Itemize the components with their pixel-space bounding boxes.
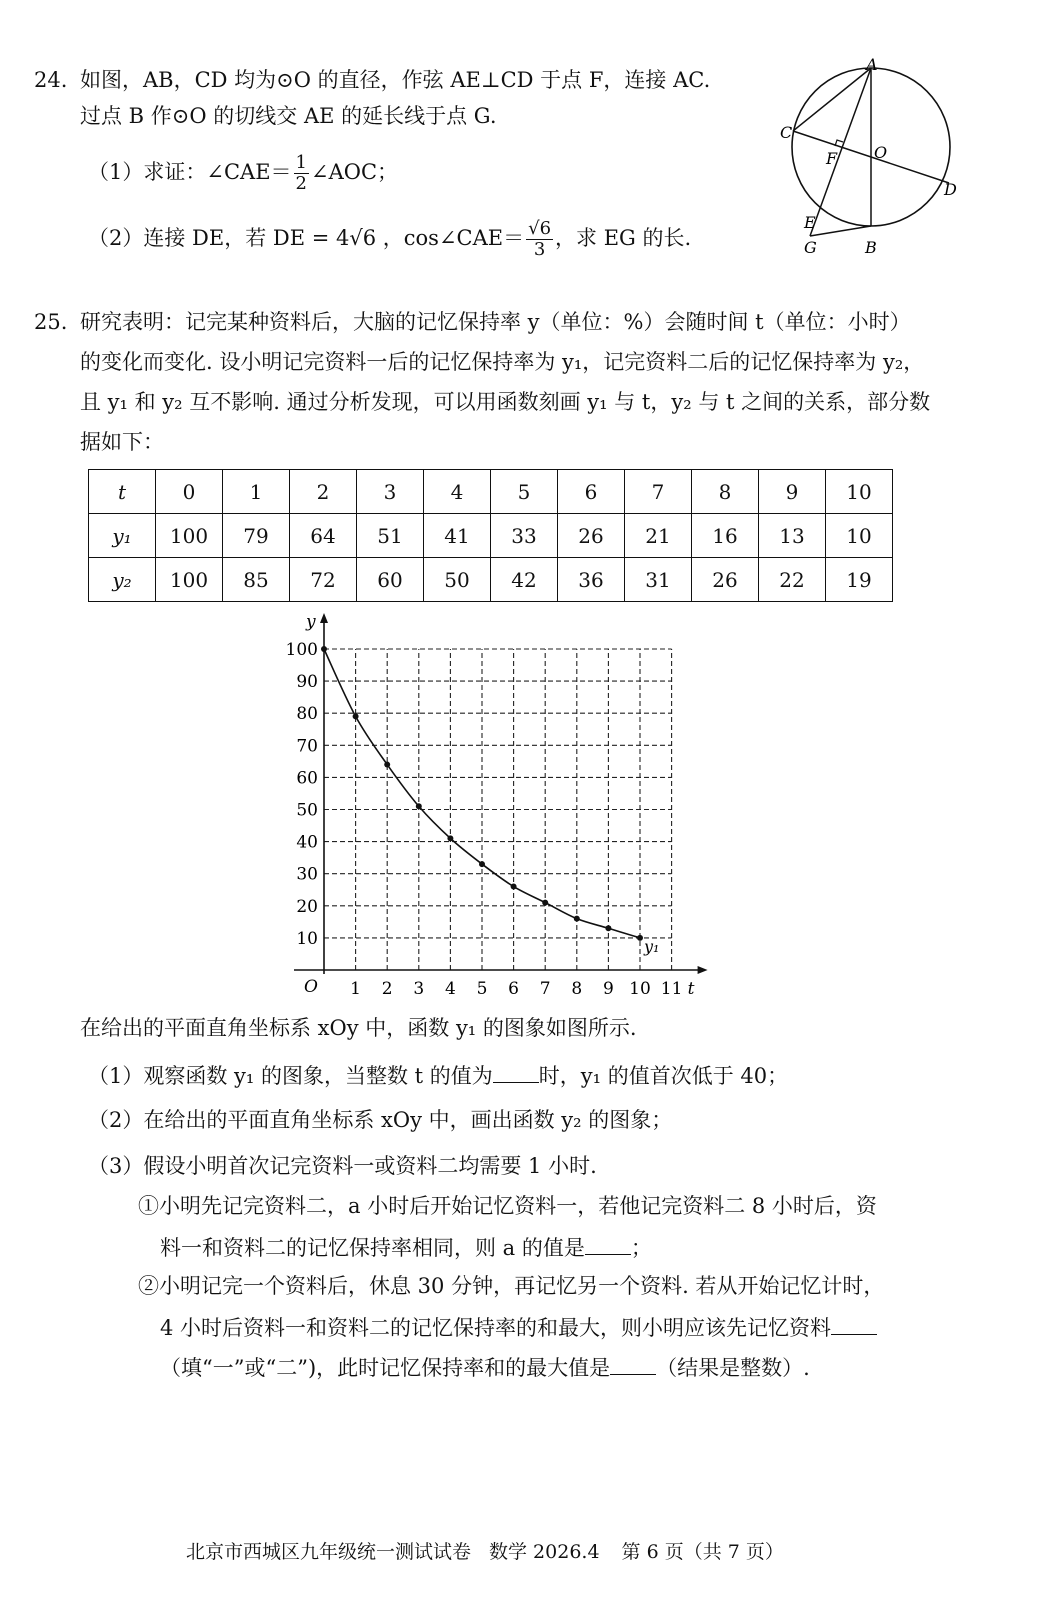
y-tick-label: 80	[296, 704, 318, 725]
q24-line1: 如图，AB，CD 均为⊙O 的直径，作弦 AE⊥CD 于点 F，连接 AC.	[80, 68, 711, 92]
table-cell: 60	[357, 558, 424, 602]
q25-part3b-text-pre: （填“一”或“二”)，此时记忆保持率和的最大值是	[160, 1356, 611, 1380]
table-cell: 7	[625, 470, 692, 514]
label-e: E	[804, 213, 816, 232]
table-cell: 33	[491, 514, 558, 558]
table-cell: 5	[491, 470, 558, 514]
q24-number: 24.	[34, 68, 68, 92]
series-y1-point	[511, 884, 517, 890]
q24-part1-pre: （1）求证：∠CAE＝	[88, 160, 292, 184]
table-row-t	[89, 470, 893, 514]
table-row-y1	[89, 514, 893, 558]
table-cell: 100	[156, 558, 223, 602]
x-axis-arrow	[698, 966, 708, 974]
table-cell: 3	[357, 470, 424, 514]
label-g: G	[804, 238, 817, 257]
table-cell: 10	[826, 514, 893, 558]
table-row-label: y₂	[89, 558, 156, 602]
q25-part1	[88, 1060, 788, 1090]
y-tick-label: 20	[296, 896, 318, 917]
x-tick-label: 3	[413, 979, 425, 999]
table-cell: 6	[558, 470, 625, 514]
footer-subject: 数学 2026.4	[489, 1541, 600, 1563]
q24-part2-frac-den: 3	[533, 239, 546, 260]
series-y1-point	[479, 861, 485, 867]
table-cell: 26	[558, 514, 625, 558]
x-tick-label: 1	[350, 979, 362, 999]
q24-part1-frac-num: 1	[295, 152, 307, 173]
table-row-label: t	[89, 470, 156, 514]
q25-part3a-line1: ①小明先记完资料二，a 小时后开始记忆资料一，若他记完资料二 8 小时后，资	[138, 1194, 877, 1218]
footer-title: 北京市西城区九年级统一测试试卷	[186, 1541, 472, 1563]
table-cell: 26	[692, 558, 759, 602]
q25-intro-line3: 且 y₁ 和 y₂ 互不影响. 通过分析发现，可以用函数刻画 y₁ 与 t，y₂ 与 t 之间的关系，部分数	[80, 390, 931, 414]
q25-part3b-line2	[160, 1312, 877, 1342]
table-cell: 64	[290, 514, 357, 558]
table-cell: 16	[692, 514, 759, 558]
q24-part1-post: ∠AOC；	[310, 160, 399, 184]
y-tick-label: 60	[296, 768, 318, 789]
q24-part2-fraction	[526, 219, 553, 260]
table-cell: 36	[558, 558, 625, 602]
q24-part2-frac-num: √6	[528, 218, 552, 239]
answer-blank-3[interactable]	[831, 1312, 877, 1335]
table-cell: 19	[826, 558, 893, 602]
table-cell: 9	[759, 470, 826, 514]
origin-label: O	[304, 977, 318, 997]
table-cell: 21	[625, 514, 692, 558]
table-cell: 31	[625, 558, 692, 602]
q25-intro-line2: 的变化而变化. 设小明记完资料一后的记忆保持率为 y₁，记完资料二后的记忆保持率为 y₂，	[80, 350, 925, 374]
x-tick-label: 5	[476, 979, 488, 999]
q24-part2-post: ，求 EG 的长.	[555, 226, 692, 250]
footer-page: 第 6 页（共 7 页）	[621, 1541, 784, 1563]
y-tick-label: 70	[296, 736, 318, 757]
q24-part1	[88, 150, 398, 194]
series-y1-point	[321, 646, 327, 652]
x-tick-label: 2	[381, 979, 393, 999]
answer-blank-1[interactable]	[493, 1060, 539, 1083]
series-y1-point	[574, 916, 580, 922]
q25-data-table	[88, 469, 893, 602]
y-tick-label: 90	[296, 672, 318, 693]
table-row-label: y₁	[89, 514, 156, 558]
x-tick-label: 10	[629, 979, 651, 999]
series-y1-point	[353, 713, 359, 719]
table-cell: 1	[223, 470, 290, 514]
q25-part3a-line2	[160, 1232, 652, 1262]
table-cell: 10	[826, 470, 893, 514]
q25-part1-post: 时，y₁ 的值首次低于 40；	[538, 1064, 789, 1088]
x-tick-label: 11	[660, 979, 683, 999]
table-row-y2	[89, 558, 893, 602]
answer-blank-4[interactable]	[610, 1352, 656, 1375]
q25-part3a-text: 料一和资料二的记忆保持率相同，则 a 的值是	[160, 1236, 585, 1260]
q25-part3a-end: ；	[630, 1236, 652, 1260]
label-b: B	[865, 238, 877, 257]
table-cell: 8	[692, 470, 759, 514]
series-y1-point	[447, 835, 453, 841]
q24-line2: 过点 B 作⊙O 的切线交 AE 的延长线于点 G.	[80, 104, 497, 128]
series-y1-point	[384, 762, 390, 768]
y-tick-label: 10	[296, 928, 318, 949]
q24-part2	[88, 216, 691, 260]
label-o: O	[874, 143, 888, 162]
q25-part3b-text-post: （结果是整数）.	[656, 1356, 810, 1380]
table-cell: 4	[424, 470, 491, 514]
series-y1-label: y₁	[644, 936, 660, 956]
q24-circle-figure	[770, 58, 970, 264]
q25-intro-line1: 研究表明：记完某种资料后，大脑的记忆保持率 y（单位：%）会随时间 t（单位：小时）	[80, 310, 911, 334]
table-cell: 13	[759, 514, 826, 558]
table-cell: 22	[759, 558, 826, 602]
q25-part3b-text: 4 小时后资料一和资料二的记忆保持率的和最大，则小明应该先记忆资料	[160, 1316, 832, 1340]
y-tick-label: 30	[296, 864, 318, 885]
x-axis-label: t	[687, 979, 695, 999]
label-a: A	[866, 58, 878, 74]
label-f: F	[826, 149, 838, 168]
label-d: D	[944, 180, 957, 199]
series-y1-point	[605, 925, 611, 931]
y-tick-label: 40	[296, 832, 318, 853]
table-cell: 2	[290, 470, 357, 514]
q24-part2-pre: （2）连接 DE，若 DE = 4√6 ，cos∠CAE＝	[88, 226, 525, 250]
q25-chart	[270, 612, 720, 1002]
q25-part3b-line1: ②小明记完一个资料后，休息 30 分钟，再记忆另一个资料. 若从开始记忆计时，	[138, 1274, 885, 1298]
q25-part2: （2）在给出的平面直角坐标系 xOy 中，画出函数 y₂ 的图象；	[88, 1108, 673, 1132]
y-tick-label: 100	[285, 640, 318, 660]
table-cell: 0	[156, 470, 223, 514]
tangent-gb	[810, 226, 871, 236]
footer	[186, 1538, 784, 1566]
q25-after-graph: 在给出的平面直角坐标系 xOy 中，函数 y₁ 的图象如图所示.	[80, 1016, 637, 1040]
table-cell: 41	[424, 514, 491, 558]
table-cell: 42	[491, 558, 558, 602]
q24-part1-fraction	[294, 153, 309, 194]
q25-part1-pre: （1）观察函数 y₁ 的图象，当整数 t 的值为	[88, 1064, 493, 1088]
q25-number: 25.	[34, 310, 68, 334]
q25-part3b-line3	[160, 1352, 810, 1382]
y-axis-arrow	[320, 613, 328, 623]
x-tick-label: 7	[539, 979, 551, 999]
x-tick-label: 6	[508, 979, 520, 999]
x-tick-label: 4	[444, 979, 456, 999]
series-y1-point	[542, 900, 548, 906]
series-y1-point	[416, 803, 422, 809]
q25-part3: （3）假设小明首次记完资料一或资料二均需要 1 小时.	[88, 1154, 597, 1178]
chart-grid	[324, 649, 672, 970]
label-c: C	[780, 123, 793, 142]
table-cell: 85	[223, 558, 290, 602]
answer-blank-2[interactable]	[585, 1232, 631, 1255]
table-cell: 51	[357, 514, 424, 558]
x-tick-label: 8	[571, 979, 583, 999]
table-cell: 50	[424, 558, 491, 602]
q25-intro-line4: 据如下：	[80, 430, 164, 454]
y-tick-label: 50	[296, 800, 318, 821]
q24-part1-frac-den: 2	[295, 173, 307, 194]
table-cell: 100	[156, 514, 223, 558]
series-y1-point	[637, 935, 643, 941]
table-cell: 79	[223, 514, 290, 558]
table-cell: 72	[290, 558, 357, 602]
x-tick-label: 9	[602, 979, 614, 999]
y-axis-label: y	[306, 612, 316, 632]
